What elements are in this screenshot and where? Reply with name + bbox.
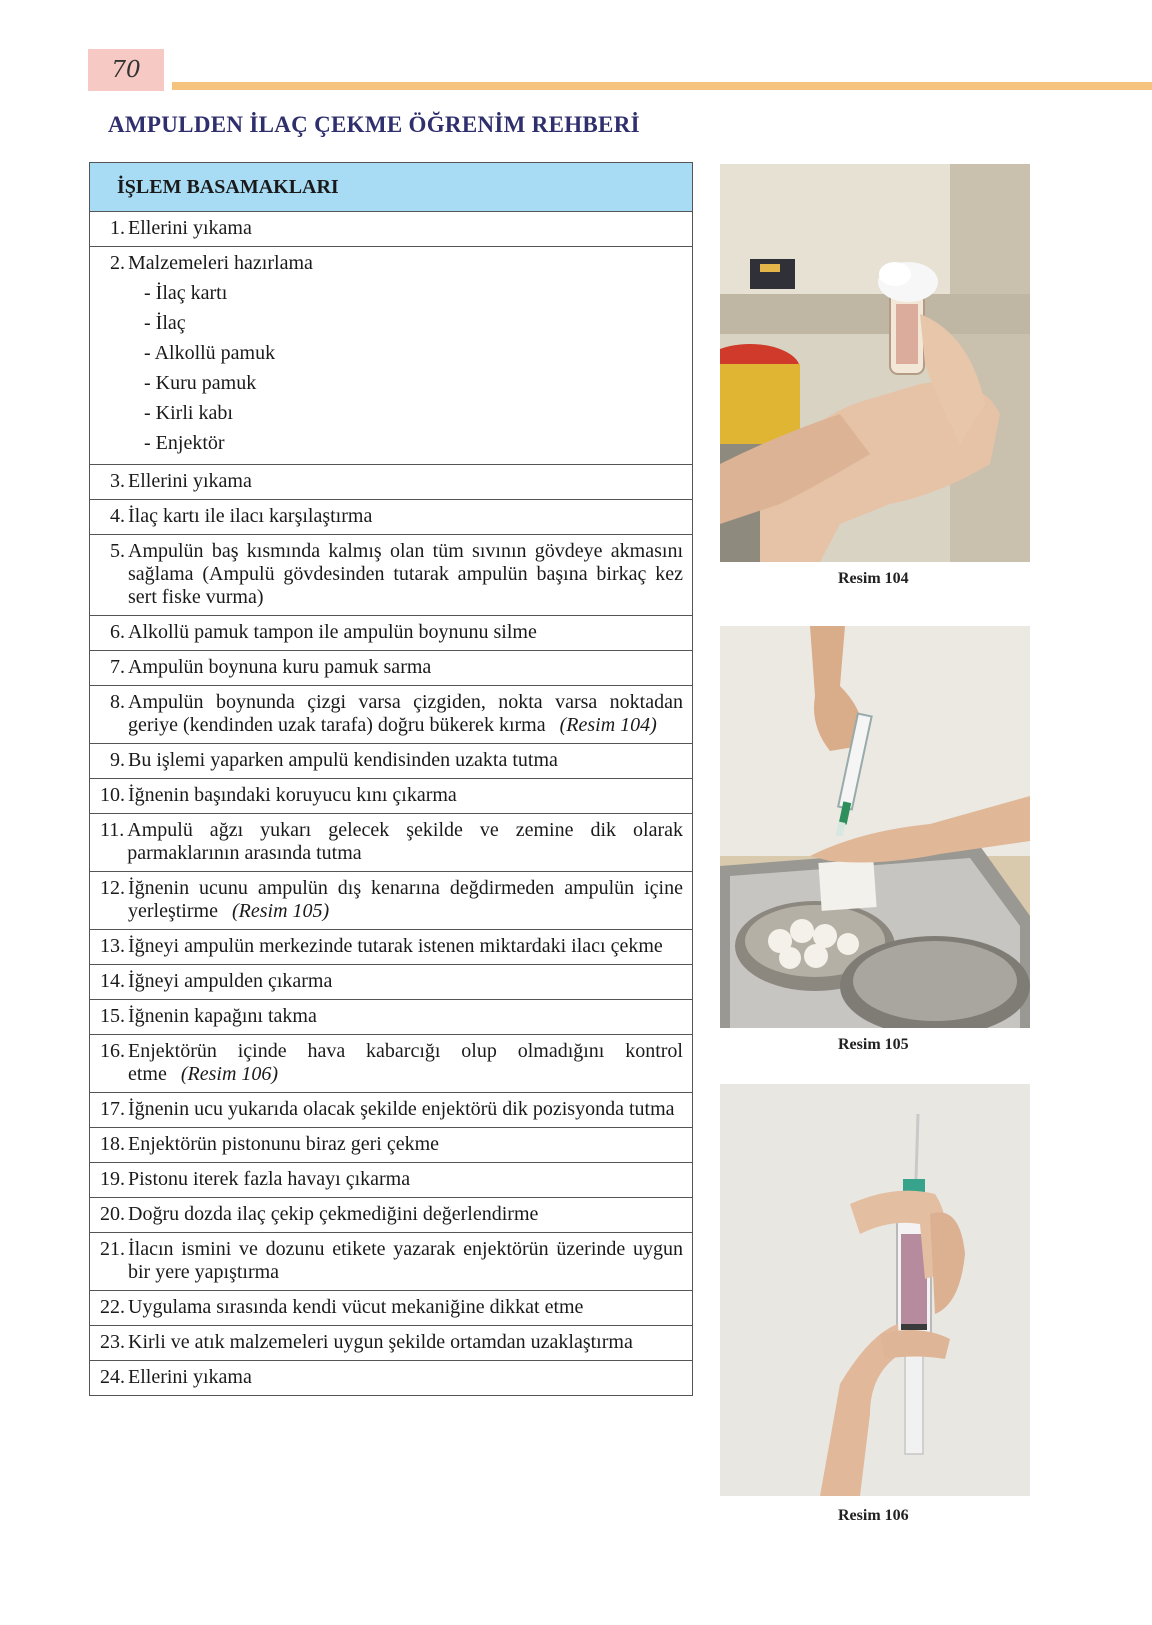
supply-list <box>100 278 683 458</box>
step-cell <box>90 212 693 247</box>
step-text-wrap <box>128 1238 683 1284</box>
step-text-wrap <box>128 1331 683 1354</box>
steps-table <box>89 162 693 1396</box>
supply-item: - İlaç <box>144 308 683 338</box>
step-item <box>100 470 683 493</box>
step-cell <box>90 1291 693 1326</box>
table-row <box>90 744 693 779</box>
step-text-wrap <box>128 1005 683 1028</box>
step-text-wrap <box>128 1203 683 1226</box>
step-cell <box>90 1000 693 1035</box>
table-row <box>90 1035 693 1093</box>
photo-caption-105: Resim 105 <box>838 1036 909 1053</box>
step-text-wrap <box>128 470 683 493</box>
step-text: İlaç kartı ile ilacı karşılaştırma <box>128 505 373 527</box>
step-item <box>100 1098 683 1121</box>
step-item <box>100 1168 683 1191</box>
step-item <box>100 970 683 993</box>
step-item <box>100 691 683 737</box>
step-number: 8. <box>110 691 125 713</box>
step-text: Ampulün baş kısmında kalmış olan tüm sıvının gövdeye akmasını sağlama (Ampulü gövdesinden tutarak ampulün başına birkaç kez sert fiske vurma) <box>128 540 683 608</box>
step-text-wrap <box>128 877 683 923</box>
step-cell <box>90 965 693 1000</box>
step-text-wrap <box>128 749 683 772</box>
step-text-wrap <box>128 935 683 958</box>
table-row <box>90 814 693 872</box>
photo-caption-104: Resim 104 <box>838 570 909 587</box>
step-item <box>100 621 683 644</box>
step-number: 3. <box>110 470 125 492</box>
step-number: 12. <box>100 877 125 899</box>
step-text: Ampulü ağzı yukarı gelecek şekilde ve zemine dik olarak parmaklarının arasında tutma <box>127 819 683 864</box>
step-number: 9. <box>110 749 125 771</box>
step-cell <box>90 1361 693 1396</box>
table-row <box>90 1198 693 1233</box>
step-cell <box>90 872 693 930</box>
step-text-wrap <box>128 784 683 807</box>
step-image-ref: (Resim 105) <box>231 900 330 922</box>
step-text-wrap <box>128 252 683 275</box>
step-item <box>100 217 683 240</box>
step-cell <box>90 686 693 744</box>
step-text: Ampulün boynuna kuru pamuk sarma <box>128 656 432 678</box>
step-cell <box>90 465 693 500</box>
step-number: 16. <box>100 1040 125 1062</box>
step-number: 23. <box>100 1331 125 1353</box>
step-text-wrap <box>128 1168 683 1191</box>
table-row <box>90 651 693 686</box>
step-cell <box>90 930 693 965</box>
step-number: 20. <box>100 1203 125 1225</box>
step-number: 6. <box>110 621 125 643</box>
step-number: 14. <box>100 970 125 992</box>
photo-resim-104 <box>720 164 1030 562</box>
step-item <box>100 656 683 679</box>
table-row <box>90 1326 693 1361</box>
step-item <box>100 1040 683 1086</box>
step-cell <box>90 1093 693 1128</box>
photo-resim-105 <box>720 626 1030 1028</box>
step-text: Doğru dozda ilaç çekip çekmediğini değerlendirme <box>128 1203 539 1225</box>
step-text: İğnenin başındaki koruyucu kını çıkarma <box>128 784 457 806</box>
table-row <box>90 686 693 744</box>
table-row <box>90 1233 693 1291</box>
step-item <box>100 252 683 275</box>
table-row <box>90 930 693 965</box>
step-text: Ellerini yıkama <box>128 217 252 239</box>
table-row <box>90 465 693 500</box>
step-number: 17. <box>100 1098 125 1120</box>
step-text-wrap <box>128 1040 683 1086</box>
step-text-wrap <box>127 819 683 865</box>
table-row <box>90 1093 693 1128</box>
step-item <box>100 1133 683 1156</box>
step-text: İğnenin kapağını takma <box>128 1005 317 1027</box>
supply-item: - Kirli kabı <box>144 398 683 428</box>
table-row <box>90 965 693 1000</box>
step-text-wrap <box>128 505 683 528</box>
step-text-wrap <box>128 656 683 679</box>
supply-item: - Kuru pamuk <box>144 368 683 398</box>
step-text: Bu işlemi yaparken ampulü kendisinden uzakta tutma <box>128 749 558 771</box>
step-item <box>100 1296 683 1319</box>
step-number: 19. <box>100 1168 125 1190</box>
step-text: Ellerini yıkama <box>128 1366 252 1388</box>
table-row <box>90 1361 693 1396</box>
step-number: 15. <box>100 1005 125 1027</box>
step-text-wrap <box>128 1133 683 1156</box>
step-text: İğnenin ucu yukarıda olacak şekilde enjektörü dik pozisyonda tutma <box>128 1098 675 1120</box>
step-number: 24. <box>100 1366 125 1388</box>
step-cell <box>90 247 693 465</box>
step-item <box>100 1366 683 1389</box>
step-text: Malzemeleri hazırlama <box>128 252 313 274</box>
step-text-wrap <box>128 691 683 737</box>
table-row <box>90 247 693 465</box>
step-text-wrap <box>128 970 683 993</box>
page-number: 70 <box>88 49 164 91</box>
step-item <box>100 1238 683 1284</box>
step-image-ref: (Resim 106) <box>180 1063 279 1085</box>
table-row <box>90 212 693 247</box>
header-rule <box>172 82 1152 90</box>
step-cell <box>90 1326 693 1361</box>
step-cell <box>90 814 693 872</box>
step-item <box>100 749 683 772</box>
step-text: Kirli ve atık malzemeleri uygun şekilde ortamdan uzaklaştırma <box>128 1331 633 1353</box>
step-number: 5. <box>110 540 125 562</box>
step-text: Ampulün boynunda çizgi varsa çizgiden, nokta varsa noktadan geriye (kendinden uzak tarafa) doğru bükerek kırma <box>128 691 683 736</box>
photo-resim-106 <box>720 1084 1030 1496</box>
step-image-ref: (Resim 104) <box>559 714 657 736</box>
step-cell <box>90 1163 693 1198</box>
step-text: Pistonu iterek fazla havayı çıkarma <box>128 1168 411 1190</box>
step-number: 22. <box>100 1296 125 1318</box>
step-text: İğneyi ampulden çıkarma <box>128 970 333 992</box>
table-row <box>90 616 693 651</box>
step-text: Enjektörün içinde hava kabarcığı olup olmadığını kontrol etme <box>128 1040 683 1085</box>
step-text: İğnenin ucunu ampulün dış kenarına değdirmeden ampulün içine yerleştirme <box>128 877 683 922</box>
step-text: İğneyi ampulün merkezinde tutarak istenen miktardaki ilacı çekme <box>128 935 663 957</box>
step-text-wrap <box>128 540 683 609</box>
table-row <box>90 500 693 535</box>
table-header: İŞLEM BASAMAKLARI <box>90 163 693 212</box>
step-cell <box>90 779 693 814</box>
step-cell <box>90 616 693 651</box>
step-item <box>100 819 683 865</box>
step-cell <box>90 535 693 616</box>
step-number: 11. <box>100 819 125 841</box>
step-item <box>100 505 683 528</box>
step-item <box>100 784 683 807</box>
step-cell <box>90 1233 693 1291</box>
step-cell <box>90 1128 693 1163</box>
step-text-wrap <box>128 1098 683 1121</box>
table-row <box>90 535 693 616</box>
step-text: Alkollü pamuk tampon ile ampulün boynunu silme <box>128 621 537 643</box>
table-row <box>90 779 693 814</box>
step-text: İlacın ismini ve dozunu etikete yazarak enjektörün üzerinde uygun bir yere yapıştırma <box>128 1238 683 1283</box>
step-number: 1. <box>110 217 125 239</box>
supply-item: - İlaç kartı <box>144 278 683 308</box>
step-cell <box>90 744 693 779</box>
supply-item: - Enjektör <box>144 428 683 458</box>
step-number: 13. <box>100 935 125 957</box>
step-item <box>100 540 683 609</box>
step-item <box>100 877 683 923</box>
steps-body <box>90 212 693 1396</box>
step-cell <box>90 1035 693 1093</box>
step-number: 4. <box>110 505 125 527</box>
step-number: 7. <box>110 656 125 678</box>
step-text-wrap <box>128 621 683 644</box>
step-text-wrap <box>128 1296 683 1319</box>
photo-caption-106: Resim 106 <box>838 1507 909 1524</box>
step-cell <box>90 500 693 535</box>
step-text-wrap <box>128 217 683 240</box>
step-item <box>100 1331 683 1354</box>
step-number: 2. <box>110 252 125 274</box>
step-number: 18. <box>100 1133 125 1155</box>
step-number: 21. <box>100 1238 125 1260</box>
step-item <box>100 935 683 958</box>
step-item <box>100 1005 683 1028</box>
step-number: 10. <box>100 784 125 806</box>
step-text: Ellerini yıkama <box>128 470 252 492</box>
step-text: Enjektörün pistonunu biraz geri çekme <box>128 1133 440 1155</box>
step-text: Uygulama sırasında kendi vücut mekaniğine dikkat etme <box>128 1296 584 1318</box>
step-text-wrap <box>128 1366 683 1389</box>
table-row <box>90 1000 693 1035</box>
table-row <box>90 1128 693 1163</box>
supply-item: - Alkollü pamuk <box>144 338 683 368</box>
step-item <box>100 1203 683 1226</box>
step-cell <box>90 1198 693 1233</box>
table-row <box>90 872 693 930</box>
table-row <box>90 1291 693 1326</box>
table-row <box>90 1163 693 1198</box>
step-cell <box>90 651 693 686</box>
page-title: AMPULDEN İLAÇ ÇEKME ÖĞRENİM REHBERİ <box>108 112 640 137</box>
